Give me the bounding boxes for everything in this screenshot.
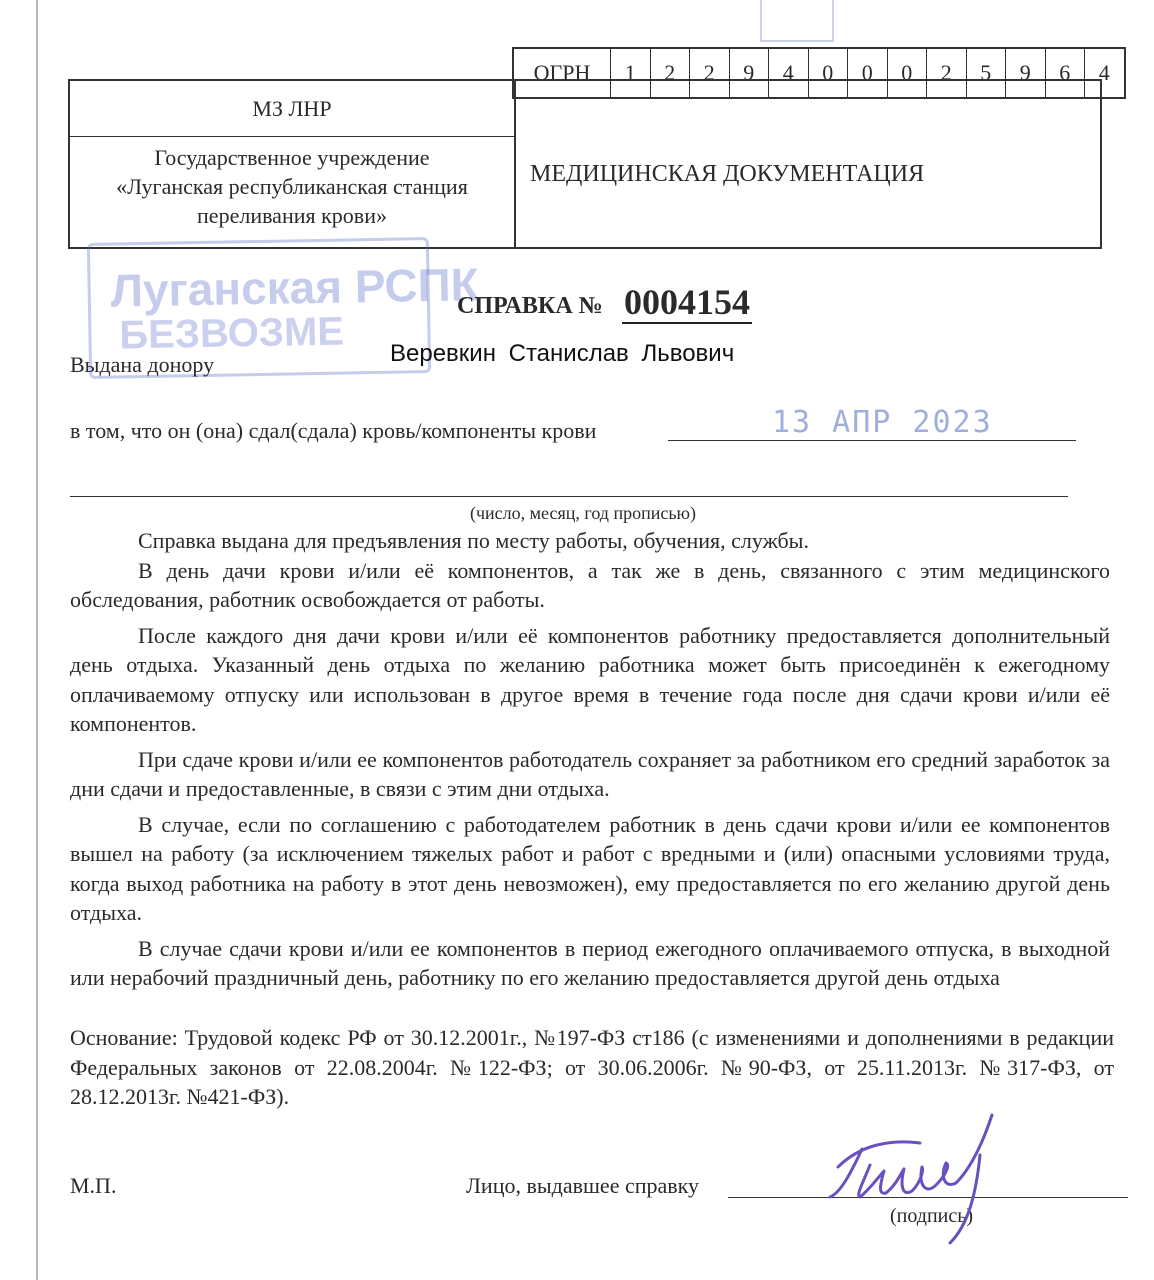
certificate-body [70,526,1110,993]
paragraph: После каждого дня дачи крови и/или её компонентов работнику предоставляется дополнительный день отдыха. Указанный день отдыха по желанию работника может быть присоединён к ежегодному оплачиваемому отпуску или использован в другое время в течение года после дня сдачи крови и/или её компонентов. [70,622,1110,736]
donor-name: Веревкин Станислав Львович [390,340,735,367]
certificate-title: СПРАВКА № [457,293,603,319]
date-hint: (число, месяц, год прописью) [470,503,696,523]
signature-hint: (подпись) [890,1205,974,1227]
issued-label: Выдана донору [70,352,215,377]
ogrn-digit: 2 [927,49,967,97]
handwritten-signature [800,1105,1020,1245]
ogrn-digit: 4 [1098,60,1110,85]
ogrn-label: ОГРН [514,49,611,97]
ogrn-digit: 2 [690,49,730,97]
issuer-label: Лицо, выдавшее справку [466,1173,700,1198]
certificate-number: 0004154 [624,282,750,322]
ogrn-digit: 9 [1006,49,1046,97]
page-edge [36,0,38,1280]
document-type: МЕДИЦИНСКАЯ ДОКУМЕНТАЦИЯ [530,161,925,187]
paragraph: В случае, если по соглашению с работодателем работник в день сдачи крови и/или ее компонентов вышел на работу (за исключением тяжелых работ и работ с вредными и (или) опасными условиями труда, когда выход работника на работу в этот день невозможен), ему предоставляется по его желанию другой день отдыха. [70,811,1110,925]
legal-basis: Основание: Трудовой кодекс РФ от 30.12.2001г., №197-ФЗ ст186 (с изменениями и дополнениями в редакции Федеральных законов от 22.08.2004г. №122-ФЗ; от 30.06.2006г. №90-ФЗ, от 25.11.2013г. №317-ФЗ, от 28.12.2013г. №421-ФЗ). [70,1025,1114,1109]
date-fill-line [70,496,1068,497]
paragraph: В случае сдачи крови и/или ее компонентов в период ежегодного оплачиваемого отпуска, в выходной или нерабочий праздничный день, работнику по его желанию предоставляется другой день отдыха [70,935,1110,990]
ogrn-digit: 1 [611,49,651,97]
stamp-fragment-top [760,0,834,42]
seal-label: М.П. [70,1173,117,1198]
organization-name [70,143,514,230]
ogrn-digit: 2 [651,49,691,97]
ogrn-digit: 0 [809,49,849,97]
date-stamp: 13 АПР 2023 [772,405,993,440]
date-fill-line [668,440,1076,441]
ogrn-digit: 0 [848,49,888,97]
paragraph: При сдаче крови и/или ее компонентов работодатель сохраняет за работником его средний заработок за дни сдачи и предоставленные, в связи с этим дни отдыха. [70,746,1110,801]
stamp-text: БЕЗВОЗМЕ [119,309,345,358]
organization-line: «Луганская республиканская станция [116,174,468,199]
organization-line: переливания крови» [197,203,387,228]
ogrn-digit: 9 [730,49,770,97]
organization-cell [70,81,516,247]
organization-line: Государственное учреждение [154,145,430,170]
ministry-name: МЗ ЛНР [70,81,514,137]
paragraph: Справка выдана для предъявления по месту работы, обучения, службы. [138,528,809,553]
ogrn-digit: 4 [769,49,809,97]
header-box [68,79,1102,249]
ogrn-digit: 0 [888,49,928,97]
stamp-text: Луганская РСПК [110,258,480,317]
paragraph: В день дачи крови и/или её компонентов, а так же в день, связанного с этим медицинского обследования, работник освобождается от работы. [70,557,1110,612]
ogrn-digit: 5 [967,49,1007,97]
donated-label: в том, что он (она) сдал(сдала) кровь/компоненты крови [70,418,597,443]
ogrn-digit: 6 [1046,49,1086,97]
